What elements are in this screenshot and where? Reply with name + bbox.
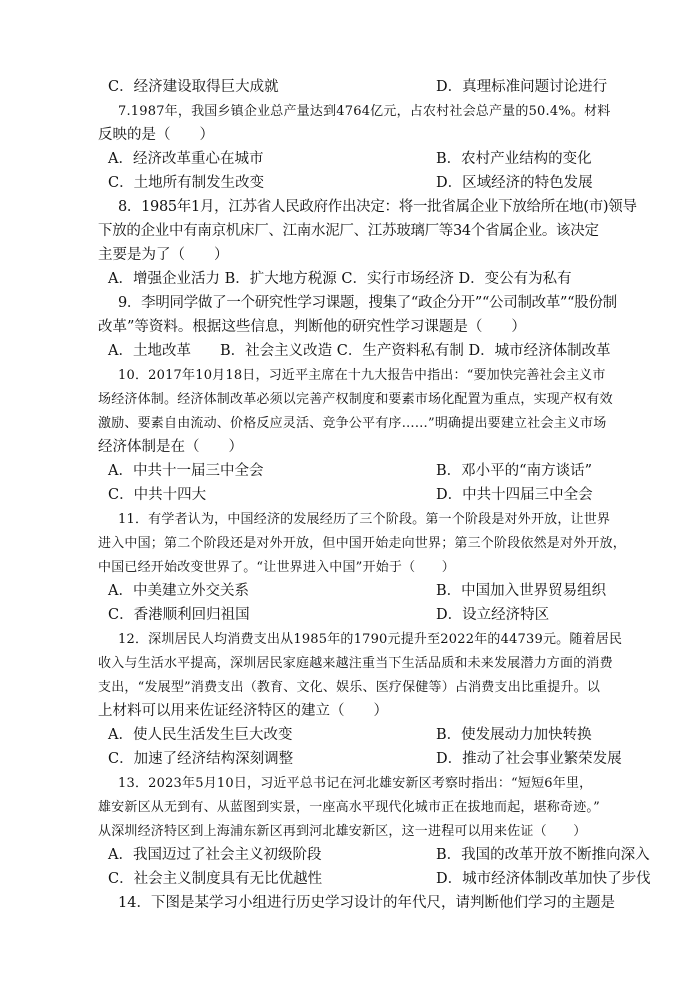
q7-stem-line2: 反映的是（ ） <box>98 127 214 143</box>
q10-stem-line2: 场经济体制。经济体制改革必须以完善产权制度和要素市场化配置为重点，实现产权有效 <box>98 392 613 407</box>
q13-options-row1 <box>108 844 650 867</box>
q13-option-d: D．城市经济体制改革加快了步伐 <box>436 871 651 887</box>
q13-option-a: A．我国迈过了社会主义初级阶段 <box>108 847 322 863</box>
q7-option-a: A．经济改革重心在城市 <box>108 151 264 167</box>
q6-option-c-row <box>108 76 608 99</box>
q12-option-c: C．加速了经济结构深刻调整 <box>108 751 294 767</box>
q12-stem-line3: 支出，“发展型”消费支出（教育、文化、娱乐、医疗保健等）占消费支出比重提升。以 <box>98 680 601 695</box>
q11-stem-line2: 进入中国；第二个阶段还是对外开放，但中国开始走向世界；第三个阶段依然是对外开放， <box>98 536 627 551</box>
q10-option-c: C．中共十四大 <box>108 487 207 503</box>
q13-options-row2 <box>108 868 651 891</box>
q14-stem-line1: 14．下图是某学习小组进行历史学习设计的年代尺，请判断他们学习的主题是 <box>118 895 615 911</box>
q11-option-d: D．设立经济特区 <box>436 607 550 623</box>
q12-option-b: B．使发展动力加快转换 <box>436 727 592 743</box>
q11-option-a: A．中美建立外交关系 <box>108 583 249 599</box>
q9-stem-line1: 9．李明同学做了一个研究性学习课题，搜集了“政企分开”“公司制改革”“股份制 <box>118 295 617 311</box>
q7-option-c: C．土地所有制发生改变 <box>108 175 265 191</box>
q13-stem-line3: 从深圳经济特区到上海浦东新区再到河北雄安新区，这一进程可以用来佐证（ ） <box>98 824 587 839</box>
q10-stem-line4: 经济体制是在（ ） <box>98 439 243 455</box>
q10-options-row1 <box>108 460 608 483</box>
q13-option-c: C．社会主义制度具有无比优越性 <box>108 871 323 887</box>
q10-stem-line1: 10．2017年10月18日，习近平主席在十九大报告中指出：“要加快完善社会主义市 <box>118 368 606 383</box>
q8-stem-line2: 下放的企业中有南京机床厂、江南水泥厂、江苏玻璃厂等34个省属企业。该决定 <box>98 223 599 239</box>
q12-options-row2 <box>108 748 622 771</box>
q10-option-b: B．邓小平的“南方谈话” <box>436 463 592 479</box>
q13-option-b: B．我国的改革开放不断推向深入 <box>436 847 650 863</box>
q8-stem-line1: 8．1985年1月，江苏省人民政府作出决定：将一批省属企业下放给所在地(市)领导 <box>118 199 637 215</box>
q11-stem-line1: 11．有学者认为，中国经济的发展经历了三个阶段。第一个阶段是对外开放，让世界 <box>118 512 611 527</box>
q8-stem-line3: 主要是为了（ ） <box>98 247 229 263</box>
q11-stem-line3: 中国已经开始改变世界了。“让世界进入中国”开始于（ ） <box>98 560 455 575</box>
q9-options: A．土地改革 B．社会主义改造 C．生产资料私有制 D．城市经济体制改革 <box>108 343 611 359</box>
q13-stem-line1: 13．2023年5月10日，习近平总书记在河北雄安新区考察时指出：“短短6年里， <box>118 776 593 791</box>
q12-option-d: D．推动了社会事业繁荣发展 <box>436 751 622 767</box>
q10-stem-line3: 激励、要素自由流动、价格反应灵活、竞争公平有序……”明确提出要建立社会主义市场 <box>98 416 607 431</box>
q12-stem-line4: 上材料可以用来佐证经济特区的建立（ ） <box>98 703 388 719</box>
q12-stem-line2: 收入与生活水平提高，深圳居民家庭越来越注重当下生活品质和未来发展潜力方面的消费 <box>98 656 613 671</box>
q9-stem-line2: 改革”等资料。根据这些信息，判断他的研究性学习课题是（ ） <box>98 319 526 335</box>
q7-stem-line1: 7.1987年，我国乡镇企业总产量达到4764亿元，占农村社会总产量的50.4%。材料 <box>118 104 611 119</box>
q8-options: A．增强企业活力 B．扩大地方税源 C．实行市场经济 D．变公有为私有 <box>108 271 572 287</box>
q13-stem-line2: 雄安新区从无到有、从蓝图到实景，一座高水平现代化城市正在拔地而起，堪称奇迹。” <box>98 800 600 815</box>
q10-option-d: D．中共十四届三中全会 <box>436 487 593 503</box>
q10-option-a: A．中共十一届三中全会 <box>108 463 264 479</box>
q6-option-d: D．真理标准问题讨论进行 <box>436 79 608 95</box>
q11-options-row1 <box>108 580 608 603</box>
q7-options-row1 <box>108 148 608 171</box>
q11-options-row2 <box>108 604 608 627</box>
q12-options-row1 <box>108 724 608 747</box>
q10-options-row2 <box>108 484 608 507</box>
q11-option-b: B．中国加入世界贸易组织 <box>436 583 607 599</box>
q12-stem-line1: 12．深圳居民人均消费支出从1985年的1790元提升至2022年的44739元。随着居民 <box>118 632 623 647</box>
q7-option-d: D．区域经济的特色发展 <box>436 175 593 191</box>
q6-option-c: C．经济建设取得巨大成就 <box>108 79 279 95</box>
q7-option-b: B．农村产业结构的变化 <box>436 151 592 167</box>
q12-option-a: A．使人民生活发生巨大改变 <box>108 727 293 743</box>
q11-option-c: C．香港顺利回归祖国 <box>108 607 250 623</box>
q7-options-row2 <box>108 172 608 195</box>
